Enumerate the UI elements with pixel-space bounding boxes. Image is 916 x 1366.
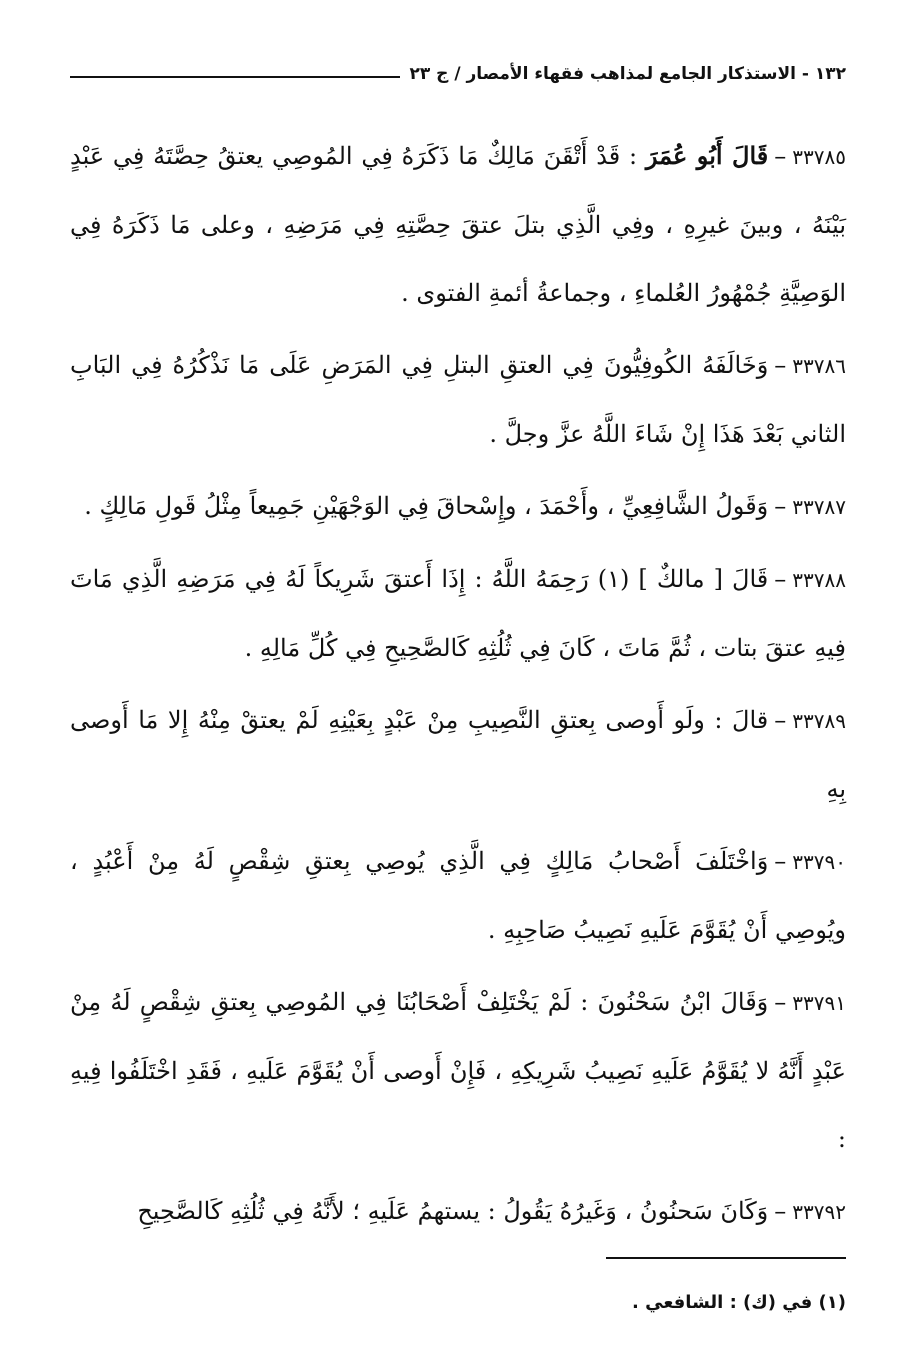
dash: – xyxy=(774,1197,787,1225)
main-text xyxy=(70,122,846,1250)
paragraph-number: ٣٣٧٩٢ xyxy=(792,1200,846,1224)
paragraph-33788 xyxy=(70,545,846,682)
paragraph-33790 xyxy=(70,827,846,964)
paragraph-text: وَخَالَفَهُ الكُوفِيُّونَ فِي العتقِ البتلِ فِي المَرَضِ عَلَى مَا نَذْكُرُهُ فِي البَابِ الثاني بَعْدَ هَذَا إِنْ شَاءَ اللَّهُ عزَّ وجلَّ . xyxy=(70,351,846,448)
dash: – xyxy=(774,706,787,734)
speaker-name: قَالَ أَبُو عُمَرَ xyxy=(645,141,769,170)
header-title: ١٣٢ - الاستذكار الجامع لمذاهب فقهاء الأمصار / ج ٢٣ xyxy=(409,64,846,84)
paragraph-text: وَكَانَ سَحنُونُ ، وَغَيرُهُ يَقُولُ : يستهمُ عَلَيهِ ؛ لأَنَّهُ فِي ثُلُثِهِ كَالصَّحِيحِ xyxy=(137,1197,769,1225)
paragraph-number: ٣٣٧٨٦ xyxy=(792,354,846,378)
paragraph-33792 xyxy=(70,1177,846,1246)
paragraph-text: وَقَالَ ابْنُ سَحْنُونَ : لَمْ يَخْتَلِفْ أَصْحَابُنَا فِي المُوصِي بِعتقِ شِقْصٍ لَهُ مِنْ عَبْدٍ أَنَّهُ لا يُقَوَّمُ عَلَيهِ نَصِيبُ شَرِيكِهِ ، فَإِنْ أَوصى أَنْ يُقَوَّمَ عَلَيهِ ، فَقَدِ اخْتَلَفُوا فِيهِ : xyxy=(70,988,846,1153)
paragraph-number: ٣٣٧٩١ xyxy=(792,991,846,1015)
footnote-rule xyxy=(606,1257,846,1259)
header-rule xyxy=(70,76,400,78)
paragraph-33785 xyxy=(70,122,846,327)
paragraph-33786 xyxy=(70,331,846,468)
paragraph-33787 xyxy=(70,472,846,541)
paragraph-number: ٣٣٧٨٧ xyxy=(792,495,846,519)
paragraph-number: ٣٣٧٨٩ xyxy=(792,709,846,733)
paragraph-text: قَالَ [ مالكٌ ] (١) رَحِمَهُ اللَّهُ : إِذَا أَعتقَ شَرِيكاً لَهُ فِي مَرَضِهِ الَّذِي مَاتَ فِيهِ عتقَ بتات ، ثُمَّ مَاتَ ، كَانَ فِي ثُلُثِهِ كَالصَّحِيحِ فِي كُلِّ مَالِهِ . xyxy=(70,565,846,662)
dash: – xyxy=(774,565,787,593)
paragraph-33791 xyxy=(70,968,846,1173)
paragraph-number: ٣٣٧٨٨ xyxy=(792,568,846,592)
dash: – xyxy=(774,988,787,1016)
running-header xyxy=(70,60,846,100)
paragraph-number: ٣٣٧٩٠ xyxy=(792,850,846,874)
paragraph-text: وَقَولُ الشَّافِعِيِّ ، وأَحْمَدَ ، وإِسْحاقَ فِي الوَجْهَيْنِ جَمِيعاً مِثْلُ قَولِ مَالِكٍ . xyxy=(84,492,769,520)
paragraph-text: قالَ : ولَو أَوصى بِعتقِ النَّصِيبِ مِنْ عَبْدٍ بِعَيْنِهِ لَمْ يعتقْ مِنْهُ إِلا مَا أَوصى بِهِ xyxy=(70,706,846,803)
paragraph-number: ٣٣٧٨٥ xyxy=(792,145,846,169)
footnote: (١) في (ك) : الشافعي . xyxy=(632,1292,846,1313)
paragraph-text: وَاخْتَلَفَ أَصْحابُ مَالِكٍ فِي الَّذِي يُوصِي بِعتقِ شِقْصٍ لَهُ مِنْ أَعْبُدٍ ، ويُوصِي أَنْ يُقَوَّمَ عَلَيهِ نَصِيبُ صَاحِبِهِ . xyxy=(70,847,846,944)
dash: – xyxy=(774,142,787,170)
dash: – xyxy=(774,351,787,379)
dash: – xyxy=(774,492,787,520)
paragraph-33789 xyxy=(70,686,846,823)
dash: – xyxy=(774,847,787,875)
paragraph-text: : قَدْ أَتْقَنَ مَالِكٌ مَا ذَكَرَهُ فِي المُوصِي يعتقُ حِصَّتَهُ فِي عَبْدٍ بَيْنَهُ ، وبينَ غيرِهِ ، وفِي الَّذِي بتلَ عتقَ حِصَّتِهِ فِي مَرَضِهِ ، وعلى مَا ذَكَرَهُ فِي الوَصِيَّةِ جُمْهُورُ العُلماءِ ، وجماعةُ أئمةِ الفتوى . xyxy=(70,142,846,307)
